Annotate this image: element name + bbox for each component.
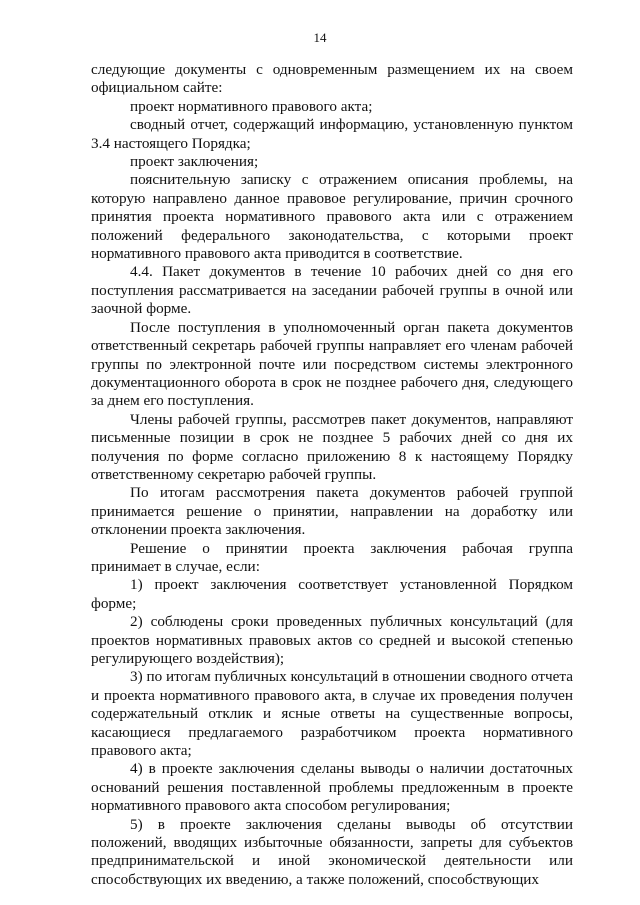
- paragraph: 2) соблюдены сроки проведенных публичных консультаций (для проектов нормативных правовых актов со средней и высокой степенью регулирующего воздействия);: [91, 613, 573, 667]
- paragraph: проект заключения;: [130, 153, 259, 171]
- paragraph: проект нормативного правового акта;: [130, 97, 373, 115]
- paragraph: 3) по итогам публичных консультаций в отношении сводного отчета и проекта нормативного правового акта, в случае их проведения получен содержательный отклик и ясные ответы на существенные вопросы, касающиеся предлагаемого разработчиком проекта нормативного правового акта;: [91, 668, 573, 760]
- paragraph: пояснительную записку с отражением описания проблемы, на которую направлено данное правовое регулирование, причин срочного принятия проекта нормативного правового акта или с отражением положений федерального законодательства, с которыми проект нормативного правового акта приводится в соответствие.: [91, 171, 573, 263]
- paragraph: По итогам рассмотрения пакета документов рабочей группой принимается решение о принятии, направлении на доработку или отклонении проекта заключения.: [91, 484, 573, 539]
- paragraph: сводный отчет, содержащий информацию, установленную пунктом 3.4 настоящего Порядка;: [91, 116, 573, 152]
- paragraph: Решение о принятии проекта заключения рабочая группа принимает в случае, если:: [91, 539, 573, 575]
- paragraph: После поступления в уполномоченный орган пакета документов ответственный секретарь рабочей группы направляет его членам рабочей группы по электронной почте или посредством системы электронного документационного оборота в срок не позднее рабочего дня, следующего за днем его поступления.: [91, 318, 573, 410]
- paragraph: 4.4. Пакет документов в течение 10 рабочих дней со дня его поступления рассматривается на заседании рабочей группы в очной или заочной форме.: [91, 263, 573, 318]
- paragraph: Члены рабочей группы, рассмотрев пакет документов, направляют письменные позиции в срок не позднее 5 рабочих дней со дня их получения по форме согласно приложению 8 к настоящему Порядку ответственному секретарю рабочей группы.: [91, 410, 573, 483]
- paragraph: 1) проект заключения соответствует установленной Порядком форме;: [91, 576, 573, 612]
- paragraph: 5) в проекте заключения сделаны выводы об отсутствии положений, вводящих избыточные обязанности, запреты для субъектов предпринимательской и иной экономической деятельности или способствующих их введению, а также положений, способствующих: [91, 815, 573, 888]
- page-number: 14: [313, 30, 327, 45]
- paragraph: следующие документы с одновременным размещением их на своем официальном сайте:: [91, 61, 573, 97]
- paragraph: 4) в проекте заключения сделаны выводы о наличии достаточных оснований решения поставленной проблемы предложенным в проекте нормативного правового акта способом регулирования;: [91, 760, 573, 815]
- document-body: [91, 61, 573, 889]
